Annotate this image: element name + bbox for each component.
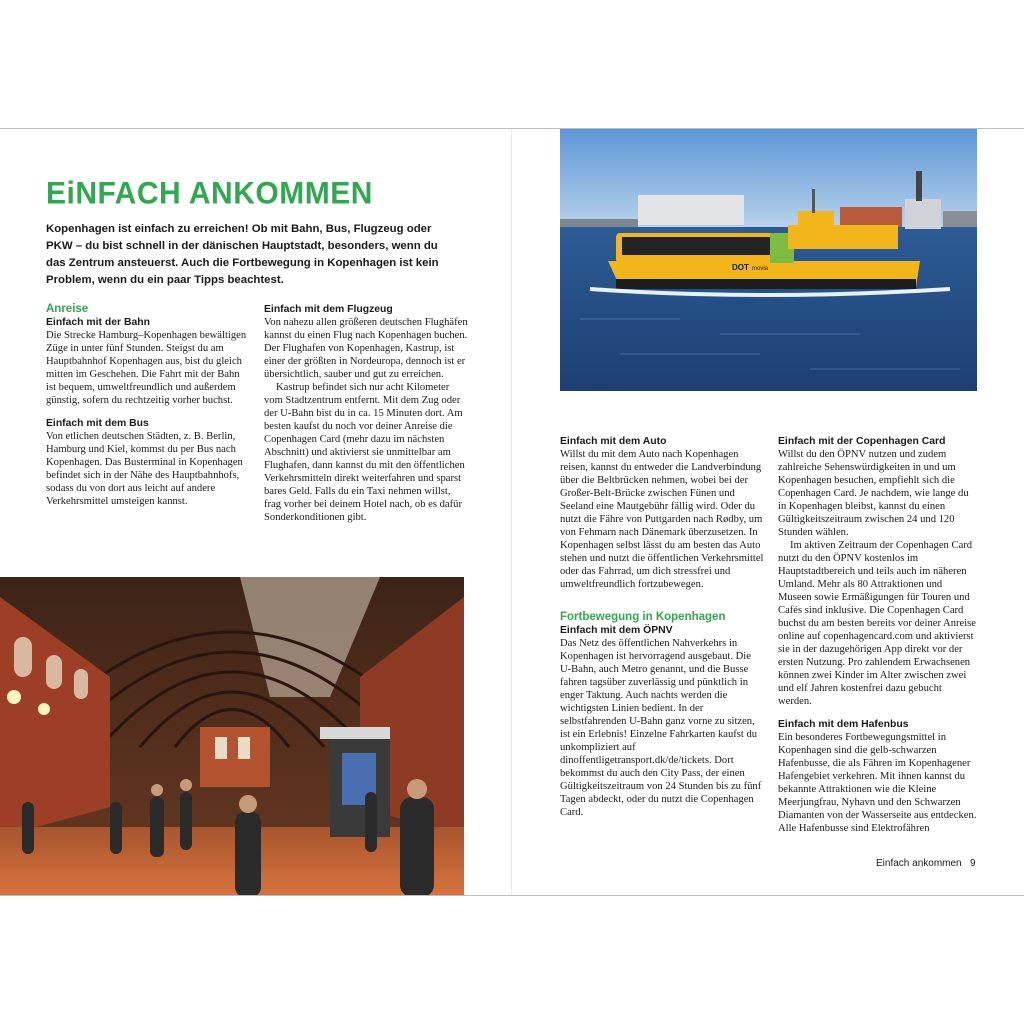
page-number: 9 [970, 858, 976, 869]
column-anreise [46, 303, 248, 508]
text-flugzeug-2: Kastrup befindet sich nur acht Kilometer vom Stadtzentrum entfernt. Mit dem Zug oder der U-Bahn bist du in ca. 15 Minuten dort. Am besten kaufst du noch vor deiner Anreise die Copenhagen Card (mehr dazu im nächsten Abschnitt) und aktivierst sie unmittelbar am Flughafen, dann kannst du mit den öffentlichen Verkehrsmitteln direkt weiterfahren und sparst bares Geld. Falls du ein Taxi nehmen willst, frag vorher bei deinem Hotel nach, ob es dafür Sonderkonditionen gibt. [264, 382, 465, 523]
page-title: EiNFACH ANKOMMEN [46, 176, 373, 211]
book-spread [0, 128, 1024, 896]
heading-copenhagen-card: Einfach mit der Copenhagen Card [778, 436, 946, 447]
section-heading-anreise: Anreise [46, 303, 89, 315]
text-oepnv: Das Netz des öffentlichen Nahverkehrs in Kopenhagen ist hervorragend ausgebaut. Die U-Bahn, auch Metro genannt, und die Busse fahren tagsüber zuverlässig und pünktlich in enger Taktung. Auch nachts werden die wichtigsten Linien bedient. In der selbstfahrenden U-Bahn ganz vorne zu sitzen, ist ein Erlebnis! Einzelne Fahrkarten kaufst du unkompliziert auf dinoffentligetransport.dk/de/tickets. Dort bekommst du auch den City Pass, der einen Gültigkeitszeitraum von 24 Stunden bis zu fünf Tagen abdeckt, oder du nutzt die Copenhagen Card. [560, 638, 762, 818]
text-auto: Willst du mit dem Auto nach Kopenhagen reisen, kannst du entweder die Landverbindung über die Beltbrücken nehmen, wobei bei der Großer-Belt-Brücke zwischen Fünen und Seeland eine Mautgebühr fällig wird. Oder du nutzt die Fähre von Puttgarden nach Rødby, um von Fehmarn nach Dänemark überzusetzen. In Kopenhagen selbst lässt du am besten das Auto stehen und nutzt die öffentlichen Verkehrsmittel oder das Fahrrad, um dich stressfrei und umweltfreundlich fortzubewegen. [560, 449, 764, 590]
text-card-1: Willst du den ÖPNV nutzen und zudem zahlreiche Sehenswürdigkeiten in und um Kopenhagen besuchen, empfiehlt sich die Copenhagen Card. Je nachdem, wie lange du in Kopenhagen bleibst, kannst du einen Gültigkeitszeitraum zwischen 24 und 120 Stunden wählen. [778, 449, 969, 538]
heading-auto: Einfach mit dem Auto [560, 436, 667, 447]
heading-flugzeug: Einfach mit dem Flugzeug [264, 304, 393, 315]
column-card-hafenbus [778, 435, 978, 835]
heading-bus: Einfach mit dem Bus [46, 418, 149, 429]
text-bus: Von etlichen deutschen Städten, z. B. Berlin, Hamburg und Kiel, kommst du per Bus nach Kopenhagen. Das Busterminal in Kopenhagen befindet sich in der Nähe des Hauptbahnhofs, sodass du von dort aus leicht auf andere Verkehrsmittel umsteigen kannst. [46, 431, 243, 507]
text-card-2: Im aktiven Zeitraum der Copenhagen Card nutzt du den ÖPNV kostenlos im Hauptstadtbereich und teils auch im näheren Umland. Mehr als 80 Attraktionen und Museen sowie Ermäßigungen für Touren und Cafés sind inklusive. Die Copenhagen Card buchst du am besten bereits vor deiner Anreise online auf copenhagencard.com und aktivierst sie in der dazugehörigen App direkt vor der ersten Nutzung. Pro zahlendem Erwachsenen können zwei Kinder im Alter zwischen zwei und elf Jahren kostenfrei dazu gebucht werden. [778, 540, 976, 707]
boat-brand-label: DOT [732, 263, 749, 272]
column-flugzeug [264, 303, 468, 524]
intro-paragraph: Kopenhagen ist einfach zu erreichen! Ob mit Bahn, Bus, Flugzeug oder PKW – du bist schnell in der dänischen Hauptstadt, besonders, wenn du das Zentrum ansteuerst. Auch die Fortbewegung in Kopenhagen ist kein Problem, wenn du ein paar Tipps beachtest. [46, 223, 439, 286]
photo-central-station [0, 577, 464, 896]
boat-brand-label-2: movia [752, 266, 769, 272]
text-hafenbus: Ein besonderes Fortbewegungsmittel in Kopenhagen sind die gelb-schwarzen Hafenbusse, die als Fähren im Kopenhagener Hafengebiet verkehren. Mit ihnen kannst du bekannte Attraktionen wie die Kleine Meerjungfrau, Nyhavn und den Schwarzen Diamanten von der Wasserseite aus entdecken. Alle Hafenbusse sind Elektrofähren [778, 732, 977, 834]
heading-bahn: Einfach mit der Bahn [46, 317, 150, 328]
text-bahn: Die Strecke Hamburg–Kopenhagen bewältigen Züge in unter fünf Stunden. Steigst du am Hauptbahnhof Kopenhagen aus, bist du gleich mitten im Geschehen. Die Fahrt mit der Bahn ist bequem, umweltfreundlich und außerdem günstig, sofern du rechtzeitig vorher buchst. [46, 330, 247, 406]
section-heading-fortbewegung: Fortbewegung in Kopenhagen [560, 611, 726, 623]
heading-oepnv: Einfach mit dem ÖPNV [560, 625, 673, 636]
page-gutter [511, 129, 512, 895]
station-illustration [0, 577, 464, 896]
column-auto-oepnv [560, 435, 764, 819]
harbour-bus-illustration [560, 129, 977, 391]
running-footer-title: Einfach ankommen [876, 858, 962, 869]
text-flugzeug-1: Von nahezu allen größeren deutschen Flughäfen kannst du einen Flug nach Kopenhagen buchen. Der Flughafen von Kopenhagen, Kastrup, ist einer der größten in Nordeuropa, dennoch ist er übersichtlich, sauber und gut zu erreichen. [264, 317, 468, 380]
photo-harbour-bus [560, 129, 977, 391]
heading-hafenbus: Einfach mit dem Hafenbus [778, 719, 909, 730]
